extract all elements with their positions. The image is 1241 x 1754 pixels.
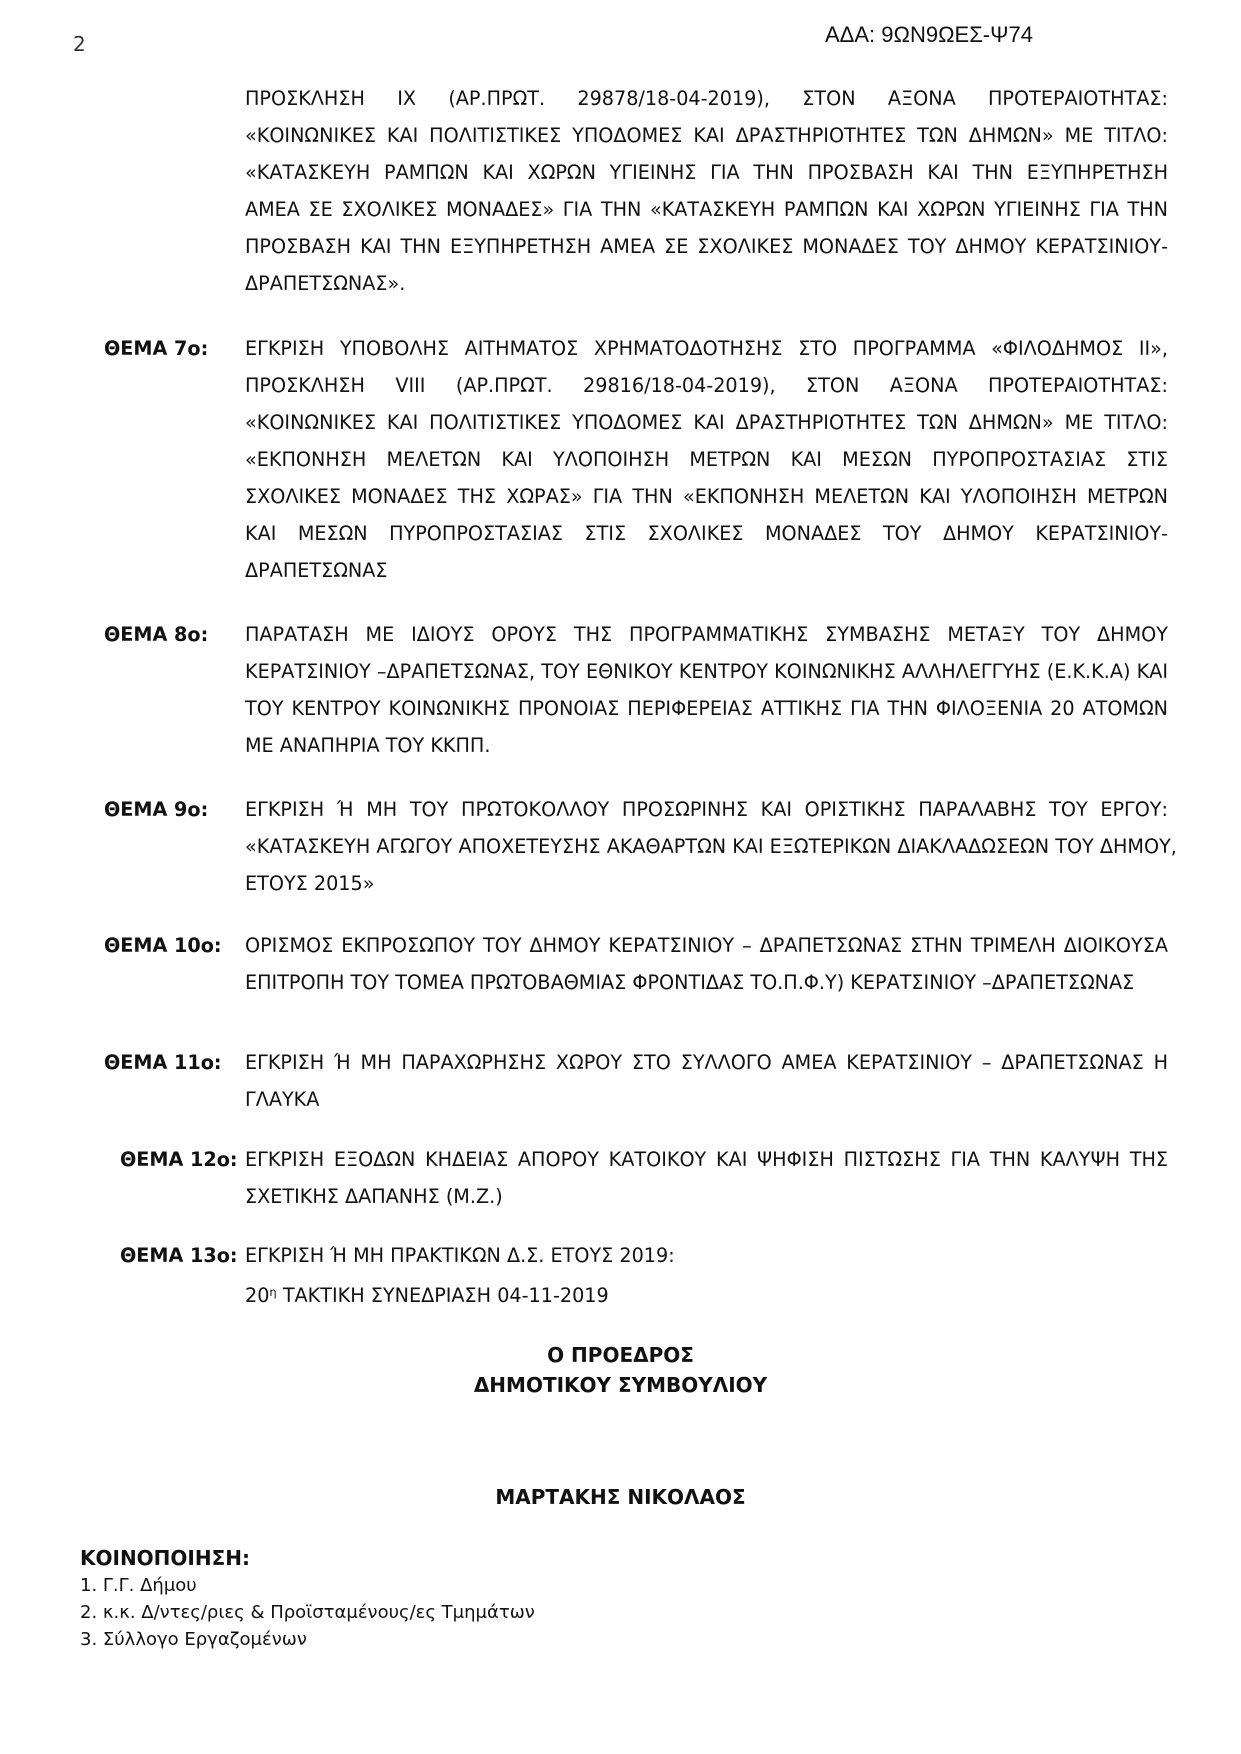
text-line: ΕΤΟΥΣ 2015» [245, 872, 375, 895]
text-line: ΠΑΡΑΤΑΣΗ ΜΕ ΙΔΙΟΥΣ ΟΡΟΥΣ ΤΗΣ ΠΡΟΓΡΑΜΜΑΤΙΚΗΣ ΣΥΜΒΑΣΗΣ ΜΕΤΑΞΥ ΤΟΥ ΔΗΜΟΥ [245, 623, 1168, 646]
text-line: «ΚΟΙΝΩΝΙΚΕΣ ΚΑΙ ΠΟΛΙΤΙΣΤΙΚΕΣ ΥΠΟΔΟΜΕΣ ΚΑΙ ΔΡΑΣΤΗΡΙΟΤΗΤΕΣ ΤΩΝ ΔΗΜΩΝ» ΜΕ ΤΙΤΛΟ: [245, 124, 1168, 147]
text-line: ΔΡΑΠΕΤΣΩΝΑΣ». [245, 272, 406, 295]
topic-text [245, 330, 1168, 589]
text-line: ΚΕΡΑΤΣΙΝΙΟΥ –ΔΡΑΠΕΤΣΩΝΑΣ, ΤΟΥ ΕΘΝΙΚΟΥ ΚΕΝΤΡΟΥ ΚΟΙΝΩΝΙΚΗΣ ΑΛΛΗΛΕΓΓΥΗΣ (Ε.Κ.Κ.Α) ΚΑΙ [245, 660, 1168, 683]
topic-label: ΘΕΜΑ 8ο: [104, 623, 209, 646]
text-line: ΓΛΑΥΚΑ [245, 1088, 320, 1111]
ada-code: ΑΔΑ: 9ΩΝ9ΩΕΣ-Ψ74 [825, 22, 1033, 47]
session-ordinal: η [269, 1285, 277, 1299]
topic-text [245, 80, 1168, 302]
topic-text [245, 927, 1168, 1001]
topic-label: ΘΕΜΑ 10ο: [104, 934, 222, 957]
topic-label: ΘΕΜΑ 12ο: [120, 1148, 238, 1171]
list-item: 3. Σύλλογο Εργαζομένων [80, 1629, 307, 1650]
text-line: «ΕΚΠΟΝΗΣΗ ΜΕΛΕΤΩΝ ΚΑΙ ΥΛΟΠΟΙΗΣΗ ΜΕΤΡΩΝ ΚΑΙ ΜΕΣΩΝ ΠΥΡΟΠΡΟΣΤΑΣΙΑΣ ΣΤΙΣ [245, 448, 1168, 471]
text-line: ΠΡΟΣΚΛΗΣΗ VIII (ΑΡ.ΠΡΩΤ. 29816/18-04-2019), ΣΤΟΝ ΑΞΟΝΑ ΠΡΟΤΕΡΑΙΟΤΗΤΑΣ: [245, 374, 1168, 397]
signature-title [0, 1340, 1241, 1400]
topic-label: ΘΕΜΑ 7ο: [104, 337, 209, 360]
topic-text [245, 616, 1168, 764]
text-line: ΕΓΚΡΙΣΗ Ή ΜΗ ΠΡΑΚΤΙΚΩΝ Δ.Σ. ΕΤΟΥΣ 2019: [245, 1244, 675, 1267]
topic-text [245, 791, 1177, 902]
text-line: ΣΧΟΛΙΚΕΣ ΜΟΝΑΔΕΣ ΤΗΣ ΧΩΡΑΣ» ΓΙΑ ΤΗΝ «ΕΚΠΟΝΗΣΗ ΜΕΛΕΤΩΝ ΚΑΙ ΥΛΟΠΟΙΗΣΗ ΜΕΤΡΩΝ [245, 485, 1168, 508]
text-line: ΑΜΕΑ ΣΕ ΣΧΟΛΙΚΕΣ ΜΟΝΑΔΕΣ» ΓΙΑ ΤΗΝ «ΚΑΤΑΣΚΕΥΗ ΡΑΜΠΩΝ ΚΑΙ ΧΩΡΩΝ ΥΓΙΕΙΝΗΣ ΓΙΑ ΤΗΝ [245, 198, 1168, 221]
signature-title-line-1: Ο ΠΡΟΕΔΡΟΣ [547, 1343, 694, 1367]
text-line: ΠΡΟΣΚΛΗΣΗ ΙΧ (ΑΡ.ΠΡΩΤ. 29878/18-04-2019), ΣΤΟΝ ΑΞΟΝΑ ΠΡΟΤΕΡΑΙΟΤΗΤΑΣ: [245, 87, 1168, 110]
topic-label: ΘΕΜΑ 11ο: [104, 1051, 222, 1074]
session-text: ΤΑΚΤΙΚΗ ΣΥΝΕΔΡΙΑΣΗ 04-11-2019 [276, 1284, 609, 1307]
distribution-list [80, 1572, 535, 1653]
signature-name: ΜΑΡΤΑΚΗΣ ΝΙΚΟΛΑΟΣ [495, 1485, 746, 1509]
page-number: 2 [73, 32, 86, 56]
text-line: «ΚΑΤΑΣΚΕΥΗ ΡΑΜΠΩΝ ΚΑΙ ΧΩΡΩΝ ΥΓΙΕΙΝΗΣ ΓΙΑ ΤΗΝ ΠΡΟΣΒΑΣΗ ΚΑΙ ΤΗΝ ΕΞΥΠΗΡΕΤΗΣΗ [245, 161, 1168, 184]
topic-label: ΘΕΜΑ 9ο: [104, 798, 209, 821]
text-line: ΣΧΕΤΙΚΗΣ ΔΑΠΑΝΗΣ (Μ.Ζ.) [245, 1185, 503, 1208]
list-item: 1. Γ.Γ. Δήμου [80, 1575, 197, 1596]
text-line: «ΚΑΤΑΣΚΕΥΗ ΑΓΩΓΟΥ ΑΠΟΧΕΤΕΥΣΗΣ ΑΚΑΘΑΡΤΩΝ ΚΑΙ ΕΞΩΤΕΡΙΚΩΝ ΔΙΑΚΛΑΔΩΣΕΩΝ ΤΟΥ ΔΗΜΟΥ, [245, 835, 1177, 858]
text-line: «ΚΟΙΝΩΝΙΚΕΣ ΚΑΙ ΠΟΛΙΤΙΣΤΙΚΕΣ ΥΠΟΔΟΜΕΣ ΚΑΙ ΔΡΑΣΤΗΡΙΟΤΗΤΕΣ ΤΩΝ ΔΗΜΩΝ» ΜΕ ΤΙΤΛΟ: [245, 411, 1168, 434]
topic-text [245, 1237, 1168, 1314]
text-line: ΟΡΙΣΜΟΣ ΕΚΠΡΟΣΩΠΟΥ ΤΟΥ ΔΗΜΟΥ ΚΕΡΑΤΣΙΝΙΟΥ – ΔΡΑΠΕΤΣΩΝΑΣ ΣΤΗΝ ΤΡΙΜΕΛΗ ΔΙΟΙΚΟΥΣΑ [245, 934, 1168, 957]
session-number: 20 [245, 1284, 270, 1307]
text-line: ΕΓΚΡΙΣΗ Ή ΜΗ ΤΟΥ ΠΡΩΤΟΚΟΛΛΟΥ ΠΡΟΣΩΡΙΝΗΣ ΚΑΙ ΟΡΙΣΤΙΚΗΣ ΠΑΡΑΛΑΒΗΣ ΤΟΥ ΕΡΓΟΥ: [245, 798, 1168, 821]
distribution-title: ΚΟΙΝΟΠΟΙΗΣΗ: [80, 1546, 250, 1570]
text-line: ΜΕ ΑΝΑΠΗΡΙΑ ΤΟΥ ΚΚΠΠ. [245, 734, 491, 757]
session-line [245, 1274, 1168, 1314]
text-line: ΠΡΟΣΒΑΣΗ ΚΑΙ ΤΗΝ ΕΞΥΠΗΡΕΤΗΣΗ ΑΜΕΑ ΣΕ ΣΧΟΛΙΚΕΣ ΜΟΝΑΔΕΣ ΤΟΥ ΔΗΜΟΥ ΚΕΡΑΤΣΙΝΙΟΥ- [245, 235, 1168, 258]
topic-text [245, 1141, 1168, 1215]
text-line: ΕΓΚΡΙΣΗ ΕΞΟΔΩΝ ΚΗΔΕΙΑΣ ΑΠΟΡΟΥ ΚΑΤΟΙΚΟΥ ΚΑΙ ΨΗΦΙΣΗ ΠΙΣΤΩΣΗΣ ΓΙΑ ΤΗΝ ΚΑΛΥΨΗ ΤΗΣ [245, 1148, 1168, 1171]
topic-text [245, 1044, 1168, 1118]
list-item: 2. κ.κ. Δ/ντες/ριες & Προϊσταμένους/ες Τμημάτων [80, 1602, 535, 1623]
text-line: ΤΟΥ ΚΕΝΤΡΟΥ ΚΟΙΝΩΝΙΚΗΣ ΠΡΟΝΟΙΑΣ ΠΕΡΙΦΕΡΕΙΑΣ ΑΤΤΙΚΗΣ ΓΙΑ ΤΗΝ ΦΙΛΟΞΕΝΙΑ 20 ΑΤΟΜΩΝ [245, 697, 1168, 720]
text-line: ΕΓΚΡΙΣΗ ΥΠΟΒΟΛΗΣ ΑΙΤΗΜΑΤΟΣ ΧΡΗΜΑΤΟΔΟΤΗΣΗΣ ΣΤΟ ΠΡΟΓΡΑΜΜΑ «ΦΙΛΟΔΗΜΟΣ ΙΙ», [245, 337, 1168, 360]
text-line: ΕΓΚΡΙΣΗ Ή ΜΗ ΠΑΡΑΧΩΡΗΣΗΣ ΧΩΡΟΥ ΣΤΟ ΣΥΛΛΟΓΟ ΑΜΕΑ ΚΕΡΑΤΣΙΝΙΟΥ – ΔΡΑΠΕΤΣΩΝΑΣ Η [245, 1051, 1168, 1074]
text-line: ΔΡΑΠΕΤΣΩΝΑΣ [245, 559, 388, 582]
topic-label: ΘΕΜΑ 13ο: [120, 1244, 238, 1267]
signature-title-line-2: ΔΗΜΟΤΙΚΟΥ ΣΥΜΒΟΥΛΙΟΥ [473, 1373, 768, 1397]
text-line: ΕΠΙΤΡΟΠΗ ΤΟΥ ΤΟΜΕΑ ΠΡΩΤΟΒΑΘΜΙΑΣ ΦΡΟΝΤΙΔΑΣ ΤΟ.Π.Φ.Υ) ΚΕΡΑΤΣΙΝΙΟΥ –ΔΡΑΠΕΤΣΩΝΑΣ [245, 971, 1135, 994]
text-line: ΚΑΙ ΜΕΣΩΝ ΠΥΡΟΠΡΟΣΤΑΣΙΑΣ ΣΤΙΣ ΣΧΟΛΙΚΕΣ ΜΟΝΑΔΕΣ ΤΟΥ ΔΗΜΟΥ ΚΕΡΑΤΣΙΝΙΟΥ- [245, 522, 1168, 545]
